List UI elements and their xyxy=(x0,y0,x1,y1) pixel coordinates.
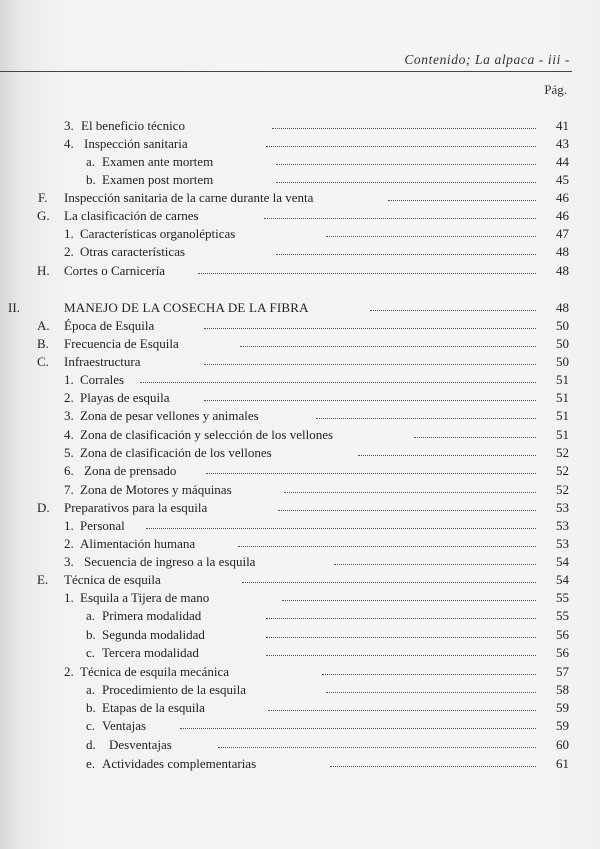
entry-title: Infraestructura xyxy=(64,354,141,369)
entry-page: 59 xyxy=(556,718,569,733)
entry-number: 7. xyxy=(64,482,74,497)
entry-number: a. xyxy=(86,154,96,169)
entry-number: F. xyxy=(38,190,48,205)
entry-page: 43 xyxy=(556,136,569,151)
entry-title: Esquila a Tijera de mano xyxy=(80,590,210,605)
entry-title: Zona de Motores y máquinas xyxy=(80,482,232,497)
entry-page: 46 xyxy=(556,208,569,223)
entry-page: 58 xyxy=(556,682,569,697)
entry-page: 53 xyxy=(556,536,569,551)
entry-page: 50 xyxy=(556,354,569,369)
entry-title: Cortes o Carnicería xyxy=(64,263,166,278)
entry-number: c. xyxy=(86,645,96,660)
toc-entry xyxy=(0,117,600,135)
entry-page: 59 xyxy=(556,700,569,715)
entry-page: 48 xyxy=(556,244,569,259)
toc-entry xyxy=(0,135,600,153)
toc-entry xyxy=(0,243,600,261)
toc-entry xyxy=(0,371,600,389)
entry-number: 4. xyxy=(64,427,74,442)
entry-title: Examen ante mortem xyxy=(102,154,214,169)
entry-number: b. xyxy=(86,700,96,715)
dot-leader xyxy=(276,164,536,165)
entry-page: 51 xyxy=(556,408,569,423)
entry-title: Inspección sanitaria xyxy=(84,136,188,151)
entry-number: H. xyxy=(37,263,50,278)
entry-title: La clasificación de carnes xyxy=(64,208,199,223)
toc-entry xyxy=(0,755,600,773)
entry-title: Zona de prensado xyxy=(84,463,177,478)
toc-entry xyxy=(0,499,600,517)
entry-number: 5. xyxy=(64,445,74,460)
entry-page: 50 xyxy=(556,318,569,333)
entry-number: a. xyxy=(86,682,96,697)
dot-leader xyxy=(238,546,536,547)
entry-number: D. xyxy=(37,500,50,515)
entry-title: Preparativos para la esquila xyxy=(64,500,208,515)
entry-title: Desventajas xyxy=(109,737,172,752)
entry-number: 2. xyxy=(64,244,74,259)
entry-title: Técnica de esquila mecánica xyxy=(80,664,230,679)
entry-number: C. xyxy=(37,354,49,369)
entry-title: Actividades complementarias xyxy=(102,756,257,771)
entry-title: Alimentación humana xyxy=(80,536,196,551)
dot-leader xyxy=(326,692,536,693)
entry-number: G. xyxy=(37,208,50,223)
dot-leader xyxy=(198,273,536,274)
entry-page: 51 xyxy=(556,372,569,387)
toc-entry xyxy=(0,207,600,225)
entry-page: 57 xyxy=(556,664,569,679)
entry-number: c. xyxy=(86,718,96,733)
entry-number: 1. xyxy=(64,372,74,387)
entry-number: 2. xyxy=(64,664,74,679)
entry-title: Playas de esquila xyxy=(80,390,170,405)
toc-entry xyxy=(0,553,600,571)
entry-page: 46 xyxy=(556,190,569,205)
entry-number: 6. xyxy=(64,463,74,478)
dot-leader xyxy=(284,492,536,493)
toc-entry xyxy=(0,717,600,735)
entry-title: Época de Esquila xyxy=(64,318,155,333)
entry-title: Inspección sanitaria de la carne durante la venta xyxy=(64,190,314,205)
entry-title: Características organolépticas xyxy=(80,226,236,241)
entry-page: 50 xyxy=(556,336,569,351)
header-rule xyxy=(0,71,572,72)
entry-page: 61 xyxy=(556,756,569,771)
toc-entry xyxy=(0,389,600,407)
entry-number: a. xyxy=(86,608,96,623)
entry-number: 4. xyxy=(64,136,74,151)
toc-entry xyxy=(0,444,600,462)
toc-entry xyxy=(0,262,600,280)
dot-leader xyxy=(206,473,536,474)
entry-title: Zona de clasificación de los vellones xyxy=(80,445,272,460)
entry-number: A. xyxy=(37,318,50,333)
toc-entry xyxy=(0,426,600,444)
toc-entry xyxy=(0,225,600,243)
dot-leader xyxy=(266,637,536,638)
entry-page: 56 xyxy=(556,645,569,660)
entry-number: II. xyxy=(8,300,20,315)
dot-leader xyxy=(204,400,536,401)
entry-number: 2. xyxy=(64,390,74,405)
entry-title: Primera modalidad xyxy=(102,608,202,623)
entry-title: Otras características xyxy=(80,244,186,259)
dot-leader xyxy=(140,382,536,383)
entry-page: 47 xyxy=(556,226,569,241)
entry-number: 3. xyxy=(64,554,74,569)
entry-number: 1. xyxy=(64,590,74,605)
dot-leader xyxy=(268,710,536,711)
entry-title: Frecuencia de Esquila xyxy=(64,336,179,351)
toc-entry xyxy=(0,644,600,662)
toc-entry xyxy=(0,699,600,717)
entry-page: 52 xyxy=(556,482,569,497)
toc-entry xyxy=(0,353,600,371)
dot-leader xyxy=(266,655,536,656)
entry-page: 45 xyxy=(556,172,569,187)
dot-leader xyxy=(272,128,536,129)
entry-title: Segunda modalidad xyxy=(102,627,205,642)
entry-number: e. xyxy=(86,756,96,771)
entry-title: Secuencia de ingreso a la esquila xyxy=(84,554,256,569)
entry-page: 52 xyxy=(556,445,569,460)
entry-title: Corrales xyxy=(80,372,125,387)
toc-entry xyxy=(0,517,600,535)
dot-leader xyxy=(334,564,536,565)
toc-entry xyxy=(0,335,600,353)
dot-leader xyxy=(370,310,536,311)
entry-page: 53 xyxy=(556,518,569,533)
entry-title: Tercera modalidad xyxy=(102,645,199,660)
entry-page: 52 xyxy=(556,463,569,478)
entry-page: 51 xyxy=(556,427,569,442)
entry-page: 54 xyxy=(556,572,569,587)
dot-leader xyxy=(388,200,536,201)
toc-entry xyxy=(0,589,600,607)
toc-entry xyxy=(0,481,600,499)
toc-entry xyxy=(0,535,600,553)
dot-leader xyxy=(146,528,536,529)
dot-leader xyxy=(266,146,536,147)
entry-page: 55 xyxy=(556,608,569,623)
dot-leader xyxy=(358,455,536,456)
entry-title: Procedimiento de la esquila xyxy=(102,682,247,697)
toc-entry xyxy=(0,736,600,754)
entry-number: B. xyxy=(37,336,49,351)
dot-leader xyxy=(330,766,536,767)
entry-number: 1. xyxy=(64,518,74,533)
entry-number: b. xyxy=(86,627,96,642)
entry-page: 54 xyxy=(556,554,569,569)
entry-page: 56 xyxy=(556,627,569,642)
toc-entry xyxy=(0,571,600,589)
dot-leader xyxy=(276,182,536,183)
dot-leader xyxy=(282,600,536,601)
entry-title: Examen post mortem xyxy=(102,172,214,187)
dot-leader xyxy=(242,582,536,583)
entry-number: E. xyxy=(37,572,49,587)
running-header: Contenido; La alpaca - iii - xyxy=(404,52,570,67)
dot-leader xyxy=(326,236,536,237)
dot-leader xyxy=(276,254,536,255)
entry-page: 60 xyxy=(556,737,569,752)
entry-title: Ventajas xyxy=(102,718,147,733)
dot-leader xyxy=(204,364,536,365)
entry-title: Zona de pesar vellones y animales xyxy=(80,408,259,423)
entry-title: Técnica de esquila xyxy=(64,572,161,587)
toc-entry xyxy=(0,681,600,699)
toc-entry xyxy=(0,299,600,317)
dot-leader xyxy=(278,510,536,511)
toc-entry xyxy=(0,407,600,425)
dot-leader xyxy=(322,674,536,675)
toc-entry xyxy=(0,153,600,171)
toc-entry xyxy=(0,626,600,644)
entry-title: Personal xyxy=(80,518,125,533)
entry-title: Etapas de la esquila xyxy=(102,700,205,715)
toc-entry xyxy=(0,663,600,681)
toc-entry xyxy=(0,607,600,625)
dot-leader xyxy=(180,728,536,729)
dot-leader xyxy=(240,346,536,347)
entry-number: 1. xyxy=(64,226,74,241)
entry-page: 53 xyxy=(556,500,569,515)
toc-entry xyxy=(0,462,600,480)
dot-leader xyxy=(414,437,536,438)
entry-title: MANEJO DE LA COSECHA DE LA FIBRA xyxy=(64,300,309,315)
entry-number: 3. xyxy=(64,408,74,423)
entry-title: El beneficio técnico xyxy=(81,118,185,133)
entry-page: 41 xyxy=(556,118,569,133)
entry-number: d. xyxy=(86,737,96,752)
entry-title: Zona de clasificación y selección de los vellones xyxy=(80,427,334,442)
dot-leader xyxy=(266,618,536,619)
entry-page: 48 xyxy=(556,263,569,278)
toc-entry xyxy=(0,171,600,189)
dot-leader xyxy=(316,418,536,419)
toc-entry xyxy=(0,317,600,335)
entry-page: 44 xyxy=(556,154,569,169)
entry-page: 51 xyxy=(556,390,569,405)
page-column-label: Pág. xyxy=(544,82,567,97)
entry-page: 55 xyxy=(556,590,569,605)
dot-leader xyxy=(218,747,536,748)
entry-number: 3. xyxy=(64,118,74,133)
entry-number: 2. xyxy=(64,536,74,551)
dot-leader xyxy=(204,328,536,329)
entry-number: b. xyxy=(86,172,96,187)
entry-page: 48 xyxy=(556,300,569,315)
toc-entry xyxy=(0,189,600,207)
dot-leader xyxy=(264,218,536,219)
